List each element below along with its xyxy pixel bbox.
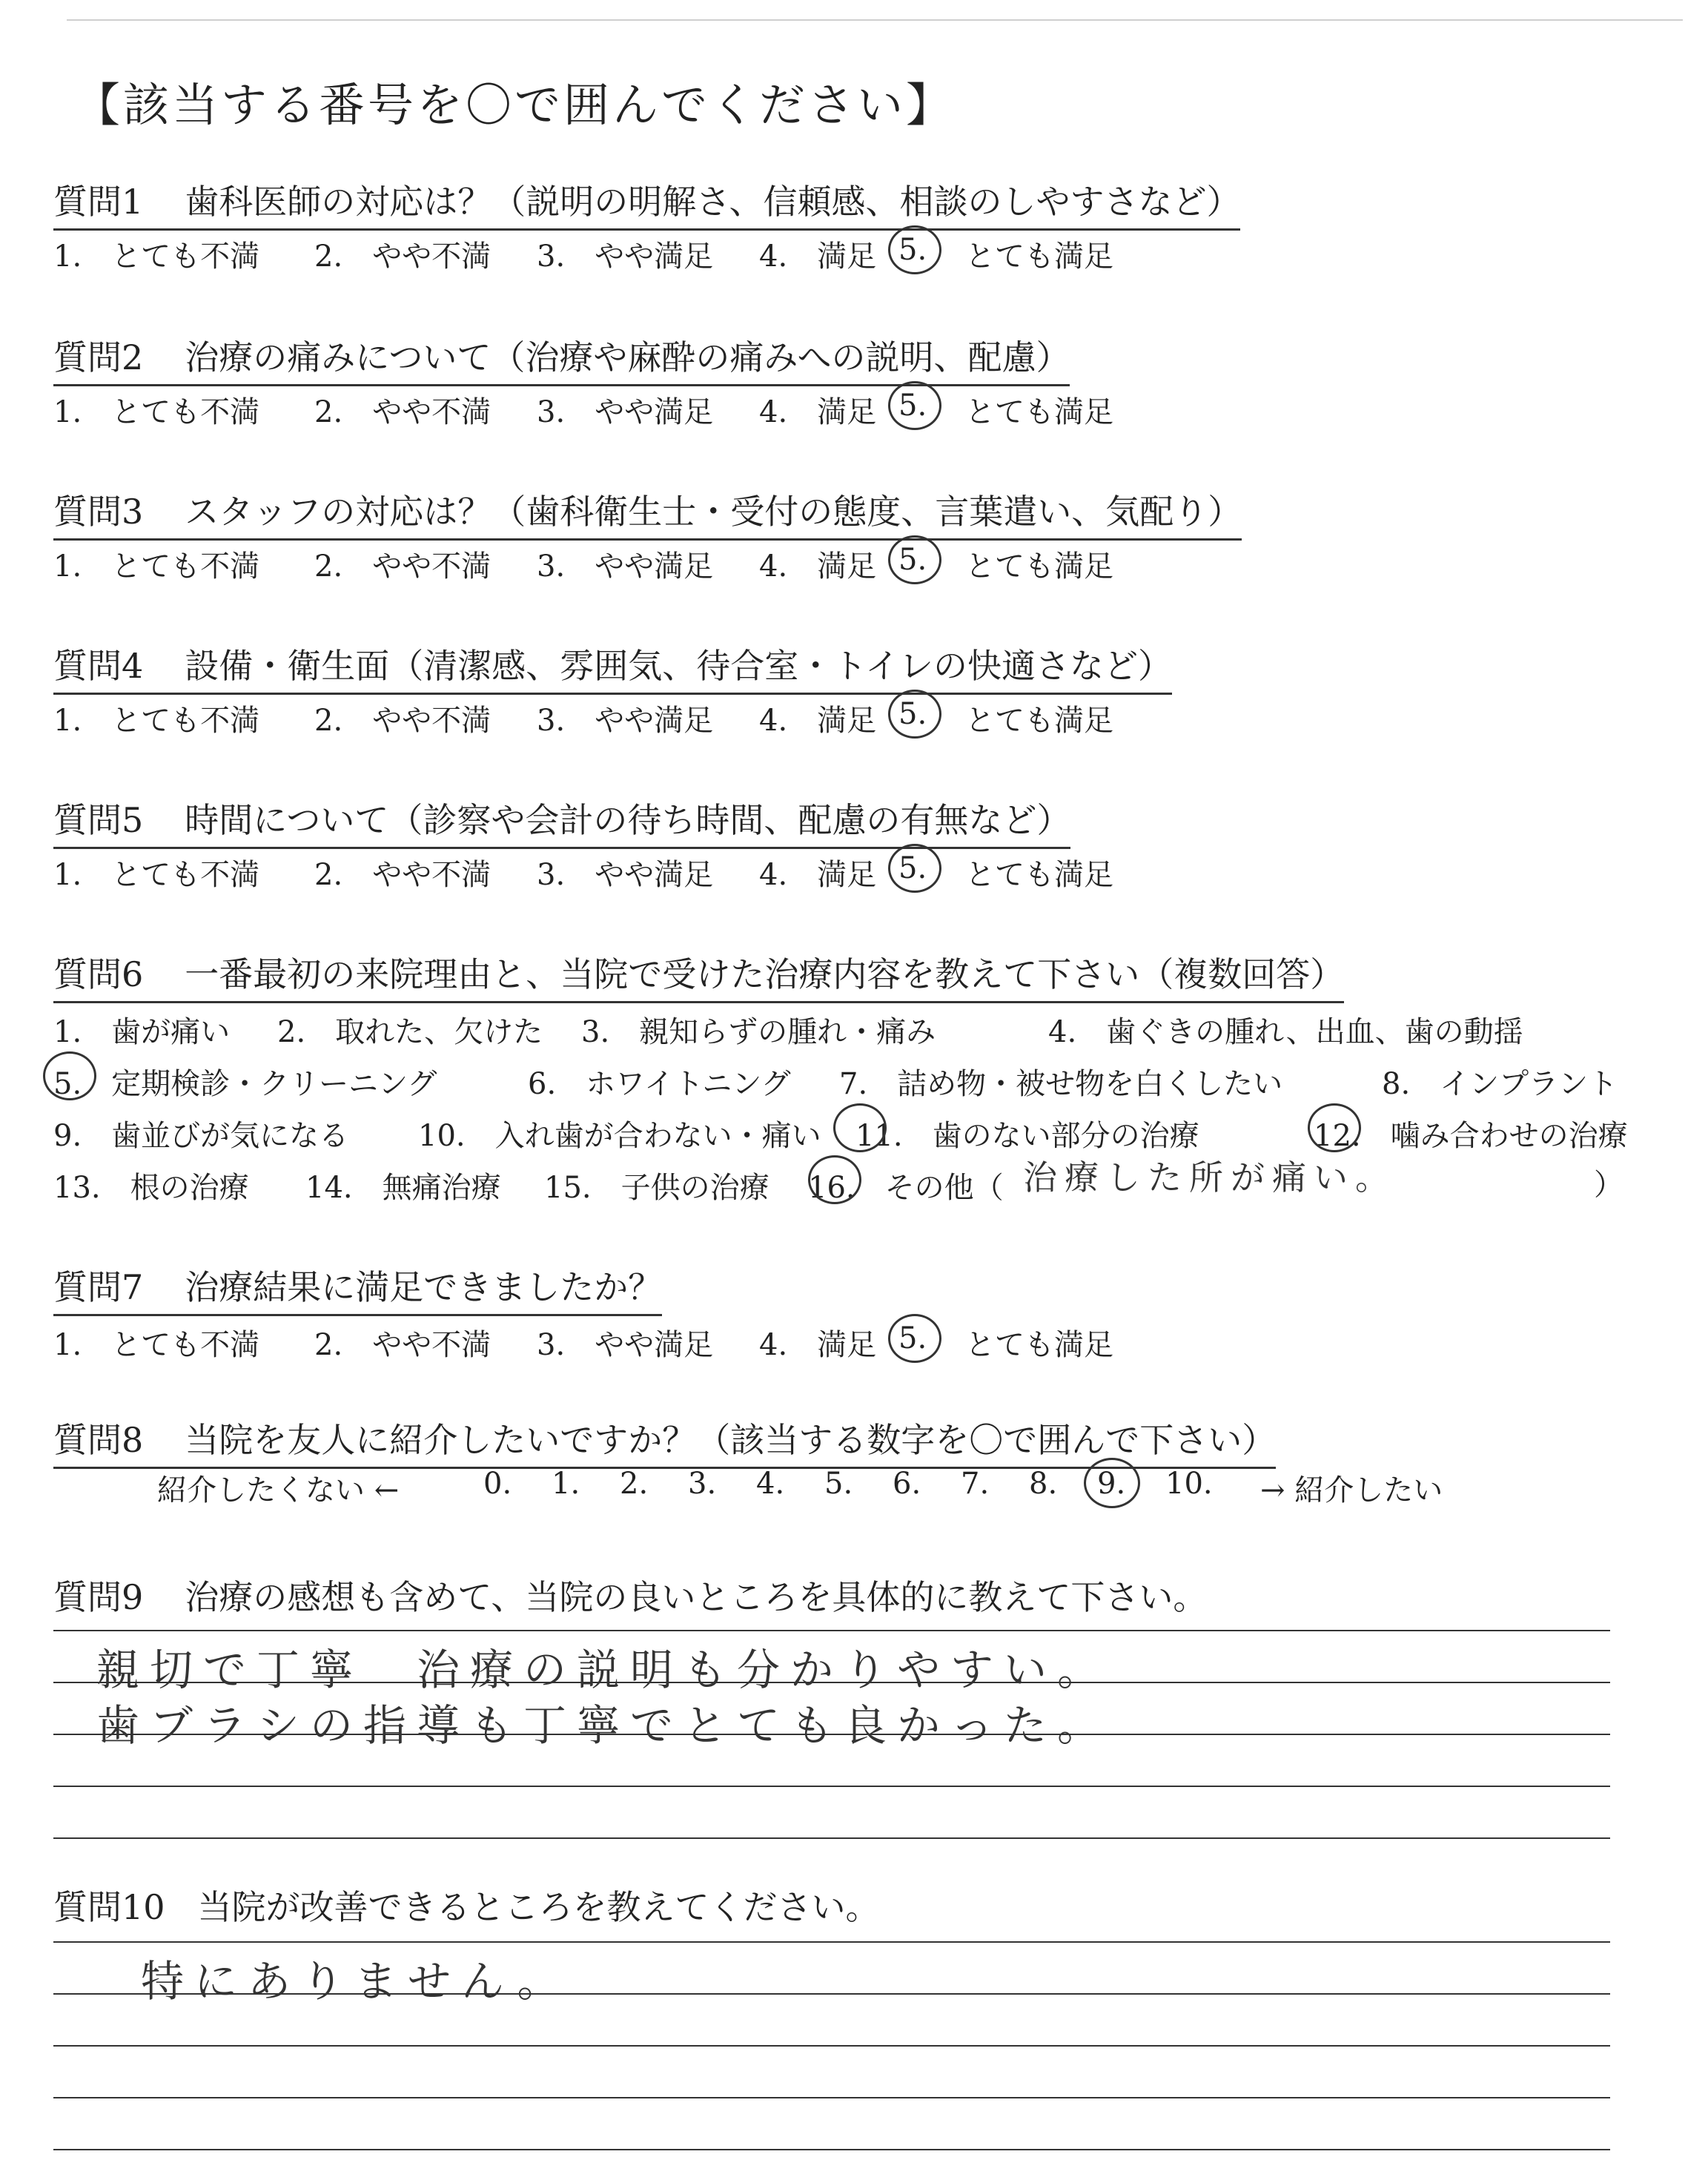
question-3-scale-option-4: 4. 満足 [759,549,877,584]
question-3-selected-circle [888,535,941,584]
page-title: 【該当する番号を〇で囲んでください】 [74,78,956,132]
question-4-scale-option-1: 1. とても不満 [53,704,260,738]
question-3-scale-option-5-label: とても満足 [965,549,1113,584]
question-9-answer-line-2: 歯ブラシの指導も丁寧でとても良かった。 [96,1700,1111,1751]
question-4-scale [53,697,1684,739]
question-6-option-13: 13. 根の治療 [53,1171,249,1205]
question-5-text: 時間について（診察や会計の待ち時間、配慮の有無など） [185,800,1071,840]
question-4-label [53,639,1172,695]
question-8-selected-circle [1084,1458,1140,1508]
question-5-scale-option-4: 4. 満足 [759,858,877,892]
question-3-scale-option-2: 2. やや不満 [314,549,491,584]
question-7-label [53,1261,662,1316]
question-7-scale-option-3: 3. やや満足 [537,1328,714,1362]
question-7-selected-circle [888,1314,941,1363]
question-6-option-4: 4. 歯ぐきの腫れ、出血、歯の動揺 [1048,1015,1523,1049]
question-5-scale-option-5: 5. [898,851,927,885]
question-7-text: 治療結果に満足できましたか？ [185,1267,663,1307]
question-6-option-6: 6. ホワイトニング [528,1067,791,1101]
answer-rule [53,2045,1610,2047]
question-8-scale-4: 4. [756,1467,785,1501]
question-7-scale-option-4: 4. 満足 [759,1328,877,1362]
question-6-selected-circle-7 [833,1103,887,1152]
answer-rule [53,1630,1610,1631]
question-4-text: 設備・衛生面（清潔感、雰囲気、待合室・トイレの快適さなど） [185,646,1172,686]
question-1-scale-option-2: 2. やや不満 [314,240,491,274]
question-7-scale [53,1321,1684,1363]
question-2-scale-option-5: 5. [898,389,927,423]
question-8-left-label: 紹介したくない ← [157,1473,400,1507]
question-6-selected-circle-16 [808,1155,861,1204]
answer-rule [53,1837,1610,1839]
answer-rule [53,1786,1610,1787]
question-6-option-5: 5. 定期検診・クリーニング [53,1067,437,1101]
question-10-number: 質問10 [53,1887,165,1927]
question-8-scale-8: 8. [1029,1467,1058,1501]
question-9-number: 質問9 [53,1577,144,1617]
answer-rule [53,2149,1610,2150]
question-10-text: 当院が改善できるところを教えてください。 [197,1887,880,1927]
question-3-scale-option-3: 3. やや満足 [537,549,714,584]
question-5-scale-option-2: 2. やや不満 [314,858,491,892]
question-2-selected-circle [888,381,941,430]
question-5-scale-option-5-label: とても満足 [965,858,1113,892]
question-4-scale-option-3: 3. やや満足 [537,704,714,738]
question-7-scale-option-2: 2. やや不満 [314,1328,491,1362]
question-6-label [53,948,1344,1003]
question-4-number: 質問4 [53,646,144,686]
question-8-label [53,1413,1276,1469]
question-1-scale-option-5-label: とても満足 [965,240,1113,274]
question-2-text: 治療の痛みについて（治療や麻酔の痛みへの説明、配慮） [185,337,1070,377]
question-6-option-12: 12. 噛み合わせの治療 [1314,1119,1628,1153]
question-6-option-8: 8. インプラント [1382,1067,1618,1101]
question-1-scale-option-1: 1. とても不満 [53,240,260,274]
question-4-scale-option-5-label: とても満足 [965,704,1113,738]
question-3-text: スタッフの対応は？（歯科衛生士・受付の態度、言葉遣い、気配り） [185,492,1242,532]
question-5-scale-option-3: 3. やや満足 [537,858,714,892]
question-2-scale-option-4: 4. 満足 [759,395,877,429]
question-3-label [53,485,1242,541]
question-6-option-10: 10. 入れ歯が合わない・痛い [418,1119,821,1153]
question-8-scale-3: 3. [688,1467,717,1501]
question-8-scale-5: 5. [824,1467,853,1501]
question-7-scale-option-1: 1. とても不満 [53,1328,260,1362]
question-6-option-11: 11. 歯のない部分の治療 [855,1119,1199,1153]
question-1-label [53,175,1240,231]
question-7-number: 質問7 [53,1267,144,1307]
question-5-scale-option-1: 1. とても不満 [53,858,260,892]
question-10-label [53,1880,880,1934]
question-2-scale-option-3: 3. やや満足 [537,395,714,429]
question-9-answer-line-1: 親切で丁寧 治療の説明も分かりやすい。 [96,1645,1111,1695]
question-8-right-label: → 紹介したい [1260,1473,1443,1507]
question-6-other-close: ） [1594,1168,1623,1202]
question-7-scale-option-5-label: とても満足 [965,1328,1113,1362]
question-8-scale-0: 0. [483,1467,512,1501]
question-7-scale-option-5: 5. [898,1321,927,1355]
question-4-scale-option-4: 4. 満足 [759,704,877,738]
question-1-number: 質問1 [53,182,144,222]
question-6-text: 一番最初の来院理由と、当院で受けた治療内容を教えて下さい（複数回答） [185,954,1345,994]
question-6-option-1: 1. 歯が痛い [53,1015,231,1049]
question-10-answer-line-1: 特にありません。 [141,1956,571,2007]
question-4-selected-circle [888,690,941,739]
question-5-label [53,793,1070,849]
question-8-scale-6: 6. [893,1467,921,1501]
question-8-scale-10: 10. [1165,1467,1213,1501]
question-3-scale [53,543,1684,584]
scan-edge-line [67,19,1683,21]
question-8-number: 質問8 [53,1420,144,1460]
question-6-option-3: 3. 親知らずの腫れ・痛み [581,1015,936,1049]
answer-rule [53,1941,1610,1943]
question-6-selected-circle-12 [1308,1103,1361,1152]
question-1-scale-option-5: 5. [898,233,927,267]
question-1-scale-option-3: 3. やや満足 [537,240,714,274]
question-4-scale-option-5: 5. [898,697,927,731]
question-2-scale [53,389,1684,430]
question-2-scale-option-2: 2. やや不満 [314,395,491,429]
question-8-scale-2: 2. [620,1467,649,1501]
question-4-scale-option-2: 2. やや不満 [314,704,491,738]
question-6-option-16: 16. その他（ [808,1171,1004,1205]
question-6-option-14: 14. 無痛治療 [305,1171,501,1205]
question-2-scale-option-1: 1. とても不満 [53,395,260,429]
question-6-number: 質問6 [53,954,144,994]
question-6-option-2: 2. 取れた、欠けた [277,1015,543,1049]
question-1-scale-option-4: 4. 満足 [759,240,877,274]
question-8-scale-9: 9. [1097,1467,1126,1501]
question-9-label [53,1571,1207,1624]
question-2-scale-option-5-label: とても満足 [965,395,1113,429]
answer-rule [53,2097,1610,2098]
question-3-number: 質問3 [53,492,144,532]
question-5-number: 質問5 [53,800,144,840]
question-2-number: 質問2 [53,337,144,377]
question-1-selected-circle [888,225,941,274]
question-8-text: 当院を友人に紹介したいですか？（該当する数字を〇で囲んで下さい） [185,1420,1277,1460]
question-3-scale-option-1: 1. とても不満 [53,549,260,584]
question-3-scale-option-5: 5. [898,543,927,577]
question-6-option-9: 9. 歯並びが気になる [53,1119,349,1153]
question-2-label [53,331,1070,386]
question-6-option-7: 7. 詰め物・被せ物を白くしたい [839,1067,1283,1101]
question-9-text: 治療の感想も含めて、当院の良いところを具体的に教えて下さい。 [185,1577,1208,1617]
question-5-scale [53,851,1684,893]
question-8-scale-1: 1. [552,1467,580,1501]
question-6-other-text: 治療した所が痛い。 [1023,1157,1397,1198]
question-1-text: 歯科医師の対応は？（説明の明解さ、信頼感、相談のしやすさなど） [185,182,1241,222]
question-6-option-15: 15. 子供の治療 [544,1171,769,1205]
question-1-scale [53,233,1684,274]
question-6-selected-circle-5 [43,1051,96,1100]
question-5-selected-circle [888,844,941,893]
question-8-scale-7: 7. [961,1467,990,1501]
